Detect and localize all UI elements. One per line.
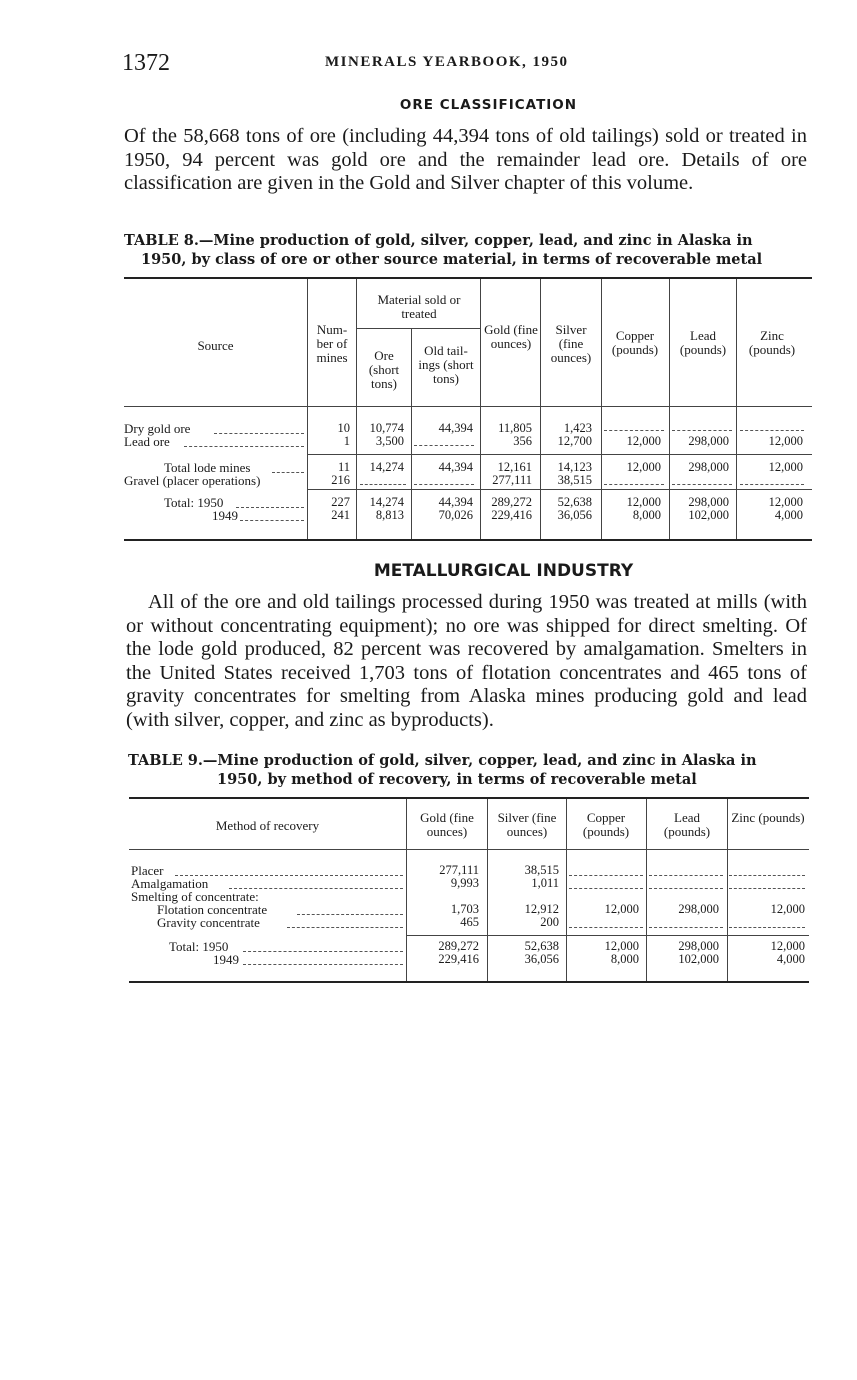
table9: [129, 797, 809, 985]
table9-cell-copper: 12,000: [604, 902, 639, 916]
table8-material-rule: [357, 328, 480, 329]
table9-cell-gold: 229,416: [438, 952, 479, 966]
table9-cell-silver: 200: [540, 915, 559, 929]
table8-cell-lead: 298,000: [688, 434, 729, 448]
table8-cell-gold: 289,272: [491, 495, 532, 509]
metallurgical-paragraph-text: All of the ore and old tailings processed during 1950 was treated at mills (with or without concentrating equipment); no ore was shipped for direct smelting. Of the lode gold produced, 82 percent was recovered by amalgamation. Smelters in the United States received 1,703 tons of flotation concentrates and 465 tons of gravity concentrates for smelting from Alaska mines producing gold and lead (with silver, copper, and zinc as byproducts).: [126, 591, 807, 731]
table8-leader-dots: [184, 446, 304, 447]
table8-cell-gold: 12,161: [497, 460, 532, 474]
table9-top-rule: [129, 797, 809, 799]
table8-cell-silver: 52,638: [557, 495, 592, 509]
table8-cell-copper: 12,000: [626, 460, 661, 474]
table9-header-gold: Gold (fine ounces): [420, 810, 474, 839]
table8-cell-silver: 36,056: [557, 508, 592, 522]
table8-cell-mines: 1: [343, 434, 350, 448]
table8-cell-gold: 356: [513, 434, 532, 448]
table8-row-label: Dry gold ore: [124, 421, 191, 436]
table8-caption-line1: TABLE 8.—Mine production of gold, silver, copper, lead, and zinc in Alaska in: [124, 232, 753, 249]
table9-empty-dash: [729, 927, 805, 928]
table8-cell-gold: 277,111: [492, 473, 532, 487]
table8-cell-zinc: 4,000: [774, 508, 803, 522]
table9-row-label: Total: 1950: [169, 939, 229, 954]
table9-cell-gold: 465: [460, 915, 479, 929]
table8-cell-ore: 8,813: [375, 508, 404, 522]
metallurgical-industry-title: METALLURGICAL INDUSTRY: [373, 561, 634, 581]
table9-cell-silver: 38,515: [524, 863, 559, 877]
table9-cell-gold: 277,111: [439, 863, 479, 877]
table8-cell-gold: 11,805: [498, 421, 532, 435]
table8-header-source: Source: [197, 338, 234, 353]
table8-cell-mines: 10: [337, 421, 350, 435]
table8-cell-copper: 12,000: [626, 495, 661, 509]
table9-header-zinc: Zinc (pounds): [731, 810, 805, 825]
table8-cell-tailings: 70,026: [438, 508, 473, 522]
table9-col-divider: [566, 799, 567, 981]
table9-cell-silver: 52,638: [524, 939, 559, 953]
table8-cell-zinc: 12,000: [768, 434, 803, 448]
table9-cell-silver: 36,056: [524, 952, 559, 966]
table9-total-rule: [406, 935, 809, 936]
table8-cell-tailings: 44,394: [438, 495, 473, 509]
table8-header-ore: Ore (short tons): [368, 348, 400, 391]
table8-cell-mines: 241: [331, 508, 350, 522]
table8-empty-dash: [414, 484, 474, 485]
table8-cell-lead: 102,000: [688, 508, 729, 522]
table8-cell-ore: 14,274: [369, 495, 404, 509]
table9-empty-dash: [569, 888, 643, 889]
table9-header-lead: Lead (pounds): [663, 810, 711, 839]
table8-top-rule: [124, 277, 812, 279]
running-header: MINERALS YEARBOOK, 1950: [325, 54, 569, 70]
table9-caption: [128, 751, 818, 789]
table9-header-rule: [129, 849, 809, 850]
table8-cell-ore: 10,774: [369, 421, 404, 435]
table8-cell-mines: 11: [337, 460, 350, 474]
table8-header-lead: Lead (pounds): [679, 328, 727, 357]
table8-col-divider: [736, 279, 737, 539]
table8-empty-dash: [604, 484, 664, 485]
table8-empty-dash: [360, 484, 406, 485]
table9-empty-dash: [569, 875, 643, 876]
table8-col-divider: [480, 279, 481, 539]
table9-cell-lead: 298,000: [678, 902, 719, 916]
table8-header-copper: Copper (pounds): [611, 328, 659, 357]
table8-row-label: Total lode mines: [164, 460, 251, 475]
table9-caption-line1: TABLE 9.—Mine production of gold, silver, copper, lead, and zinc in Alaska in: [128, 752, 757, 769]
table8-cell-lead: 298,000: [688, 460, 729, 474]
table9-empty-dash: [729, 888, 805, 889]
page-number: 1372: [122, 50, 170, 76]
table8-leader-dots: [236, 507, 304, 508]
table9-header-silver: Silver (fine ounces): [497, 810, 557, 839]
table9-empty-dash: [649, 888, 723, 889]
table9-cell-zinc: 12,000: [770, 902, 805, 916]
table8-header-material: Material sold or treated: [377, 292, 461, 321]
table8-cell-ore: 3,500: [375, 434, 404, 448]
table8-row-label: Gravel (placer operations): [124, 473, 261, 488]
table9-empty-dash: [729, 875, 805, 876]
table9-row-label: Flotation concentrate: [157, 902, 268, 917]
table8-leader-dots: [240, 520, 304, 521]
table8-row-label: Total: 1950: [164, 495, 224, 510]
table9-empty-dash: [649, 927, 723, 928]
table8-header-gold: Gold (fine ounces): [484, 322, 538, 351]
table8-empty-dash: [672, 484, 732, 485]
table9-cell-silver: 1,011: [531, 876, 559, 890]
table8-col-divider: [601, 279, 602, 539]
table8-empty-dash: [414, 445, 474, 446]
table8-col-divider: [411, 329, 412, 539]
table9-cell-lead: 102,000: [678, 952, 719, 966]
table9-row-label: Amalgamation: [131, 876, 209, 891]
table9-cell-copper: 8,000: [610, 952, 639, 966]
table9-cell-gold: 9,993: [450, 876, 479, 890]
table9-header-method: Method of recovery: [215, 818, 320, 833]
table8-header-tailings: Old tail-ings (short tons): [418, 343, 474, 386]
table9-col-divider: [406, 799, 407, 981]
table8-empty-dash: [740, 484, 804, 485]
table8-caption-line2: 1950, by class of ore or other source material, in terms of recoverable metal: [141, 251, 763, 268]
table8-header-mines: Num-ber of mines: [316, 322, 348, 365]
table9-leader-dots: [243, 951, 403, 952]
table8-leader-dots: [272, 472, 304, 473]
table8-cell-tailings: 44,394: [438, 421, 473, 435]
table8-cell-lead: 298,000: [688, 495, 729, 509]
table8-cell-zinc: 12,000: [768, 460, 803, 474]
table8-cell-mines: 216: [331, 473, 350, 487]
table9-header-copper: Copper (pounds): [582, 810, 630, 839]
table9-cell-zinc: 4,000: [776, 952, 805, 966]
table8-cell-silver: 1,423: [563, 421, 592, 435]
table8-row-label: Lead ore: [124, 434, 170, 449]
table9-cell-gold: 289,272: [438, 939, 479, 953]
table9-leader-dots: [243, 964, 403, 965]
table9-caption-line2: 1950, by method of recovery, in terms of recoverable metal: [217, 771, 697, 788]
table9-cell-copper: 12,000: [604, 939, 639, 953]
table9-col-divider: [487, 799, 488, 981]
table8-header-silver: Silver (fine ounces): [550, 322, 592, 365]
table8-cell-copper: 12,000: [626, 434, 661, 448]
table9-row-label: Smelting of concentrate:: [131, 889, 259, 904]
table9-leader-dots: [175, 875, 403, 876]
table8-empty-dash: [672, 430, 732, 431]
table8-cell-tailings: 44,394: [438, 460, 473, 474]
table8-cell-silver: 38,515: [557, 473, 592, 487]
table9-row-label: 1949: [213, 952, 239, 967]
table8-empty-dash: [740, 430, 804, 431]
table9-cell-silver: 12,912: [524, 902, 559, 916]
table8-col-divider: [356, 279, 357, 539]
table8-col-divider: [540, 279, 541, 539]
table9-empty-dash: [569, 927, 643, 928]
table8-cell-ore: 14,274: [369, 460, 404, 474]
table9-bottom-rule: [129, 981, 809, 983]
table9-leader-dots: [297, 914, 403, 915]
table8-cell-zinc: 12,000: [768, 495, 803, 509]
table8-cell-silver: 12,700: [557, 434, 592, 448]
table8-col-divider: [307, 279, 308, 539]
table8-cell-copper: 8,000: [632, 508, 661, 522]
table8-leader-dots: [214, 433, 304, 434]
table9-leader-dots: [287, 927, 403, 928]
table8-col-divider: [669, 279, 670, 539]
table8-bottom-rule: [124, 539, 812, 541]
table8-caption: [124, 231, 814, 269]
table9-col-divider: [646, 799, 647, 981]
table9-col-divider: [727, 799, 728, 981]
table8-row-label: 1949: [212, 508, 238, 523]
table9-empty-dash: [649, 875, 723, 876]
table8-header-rule: [124, 406, 812, 407]
ore-classification-title: ORE CLASSIFICATION: [399, 97, 578, 113]
table8-cell-gold: 229,416: [491, 508, 532, 522]
table9-cell-gold: 1,703: [450, 902, 479, 916]
table8-cell-mines: 227: [331, 495, 350, 509]
table8-empty-dash: [604, 430, 664, 431]
table8-header-zinc: Zinc (pounds): [748, 328, 796, 357]
table9-row-label: Gravity concentrate: [157, 915, 260, 930]
ore-classification-paragraph: Of the 58,668 tons of ore (including 44,394 tons of old tailings) sold or treated in 1950, 94 percent was gold ore and the remainder lead ore. Details of ore classification are given in the Gold and Silver chapter of this volume.: [124, 125, 807, 194]
metallurgical-paragraph: [126, 591, 807, 732]
table9-cell-lead: 298,000: [678, 939, 719, 953]
table9-row-label: Placer: [131, 863, 164, 878]
table8: [124, 277, 812, 541]
table8-cell-silver: 14,123: [557, 460, 592, 474]
table9-cell-zinc: 12,000: [770, 939, 805, 953]
